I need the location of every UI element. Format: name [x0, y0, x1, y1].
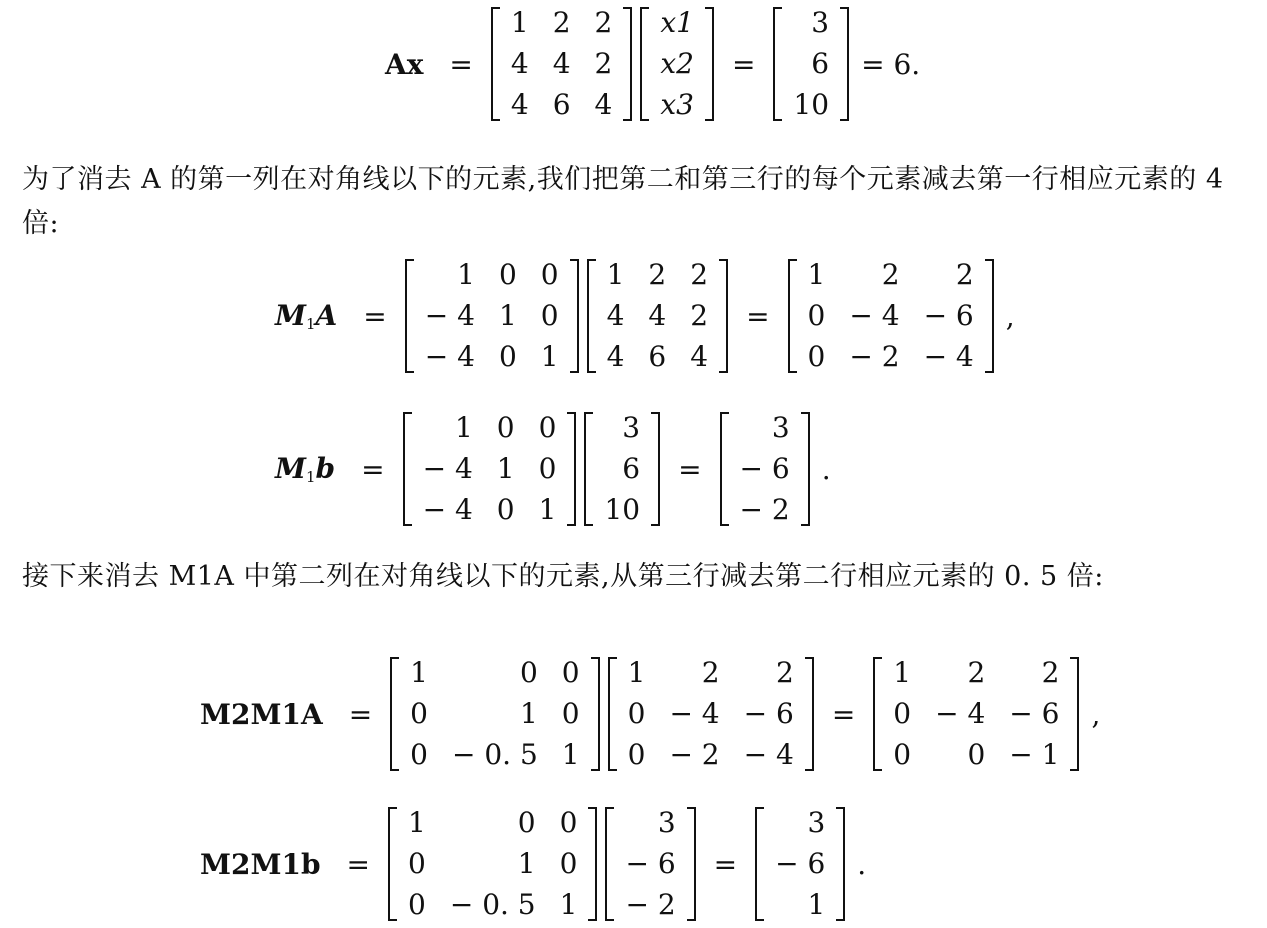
vector-cell: − 6	[739, 452, 790, 485]
matrix-cell: − 0. 5	[451, 738, 538, 771]
matrix-cell: − 4	[424, 340, 475, 373]
matrix-cell: 1	[496, 452, 515, 485]
equals-sign: =	[678, 452, 702, 486]
equation-ax	[385, 0, 920, 128]
equation-lhs: M2M1b	[200, 847, 321, 881]
matrix-cell: 4	[648, 299, 667, 332]
equals-sign: =	[449, 47, 473, 81]
matrix-cell: 1	[807, 258, 826, 291]
matrix-cell: 1	[517, 847, 536, 880]
equation-m2m1a	[200, 650, 1100, 778]
vector-cell: 3	[622, 411, 641, 444]
matrix-result	[873, 657, 1079, 771]
matrix-cell: 0	[561, 656, 580, 689]
matrix-cell: 2	[701, 656, 720, 689]
vector-cell: 1	[807, 888, 826, 921]
equals-sign: =	[831, 697, 856, 731]
matrix-cell: 0	[967, 738, 986, 771]
matrix-cell: 0	[496, 411, 515, 444]
matrix-cell: 0	[807, 340, 826, 373]
equals-sign: =	[746, 299, 770, 333]
matrix-cell: − 2	[669, 738, 720, 771]
matrix-m2	[390, 657, 599, 771]
matrix-cell: 1	[510, 6, 529, 39]
matrix-cell: − 6	[923, 299, 974, 332]
matrix-cell: − 4	[935, 697, 986, 730]
matrix-cell: − 6	[743, 697, 794, 730]
matrix-cell: 0	[496, 493, 515, 526]
matrix-cell: − 0. 5	[449, 888, 536, 921]
equation-m2m1b	[200, 800, 866, 928]
equation-lhs: $M_1b$	[275, 452, 336, 486]
equation-m1a	[275, 252, 1015, 380]
matrix-cell: 4	[690, 340, 709, 373]
equals-sign: =	[348, 697, 373, 731]
equals-sign: =	[346, 847, 370, 881]
matrix-cell: 2	[690, 258, 709, 291]
vector-cell: 3	[811, 6, 830, 39]
matrix-cell: 1	[498, 299, 517, 332]
vector-cell: x3	[660, 88, 694, 121]
matrix-cell: 0	[517, 806, 536, 839]
matrix-cell: 0	[498, 340, 517, 373]
matrix-cell: 1	[410, 656, 428, 689]
vector-b	[773, 7, 849, 121]
matrix-cell: 0	[410, 697, 428, 730]
equation-lhs: Ax	[385, 47, 424, 81]
equals-sign: =	[713, 847, 738, 881]
matrix-cell: 1	[540, 340, 559, 373]
matrix-cell: 2	[967, 656, 986, 689]
matrix-cell: 4	[510, 88, 529, 121]
matrix-m1	[405, 259, 579, 373]
matrix-cell: − 4	[422, 493, 473, 526]
matrix-cell: 2	[1041, 656, 1060, 689]
vector-cell: − 6	[775, 847, 826, 880]
matrix-cell: 2	[594, 47, 613, 80]
matrix-cell: 2	[552, 6, 571, 39]
equation-m1b	[275, 405, 831, 533]
vector-result	[755, 807, 845, 921]
vector-cell: 6	[622, 452, 641, 485]
equals-sign: =	[731, 47, 756, 81]
matrix-cell: 0	[540, 258, 559, 291]
equation-trailing: .	[821, 452, 831, 486]
matrix-cell: 0	[807, 299, 826, 332]
matrix-result	[788, 259, 994, 373]
equation-trailing: ,	[1091, 697, 1101, 731]
vector-cell: 3	[807, 806, 826, 839]
matrix-cell: − 4	[669, 697, 720, 730]
vector-cell: 6	[811, 47, 830, 80]
matrix-cell: 2	[648, 258, 667, 291]
paragraph-2: 接下来消去 M1A 中第二列在对角线以下的元素,从第三行减去第二行相应元素的 0. 5 倍:	[22, 561, 1104, 592]
vector-x	[640, 7, 714, 121]
equation-lhs: $M_1A$	[275, 299, 338, 333]
matrix-cell: 0	[561, 697, 580, 730]
matrix-cell: 0	[893, 697, 912, 730]
matrix-a	[491, 7, 632, 121]
matrix-cell: 4	[606, 299, 625, 332]
vector-b	[584, 412, 660, 526]
matrix-cell: 1	[519, 697, 538, 730]
matrix-cell: 0	[410, 738, 428, 771]
matrix-cell: 0	[538, 411, 557, 444]
paragraph-1: 为了消去 A 的第一列在对角线以下的元素,我们把第二和第三行的每个元素减去第一行相应元素的 4 倍:	[22, 164, 1224, 239]
matrix-m2	[388, 807, 597, 921]
vector-cell: 3	[771, 411, 790, 444]
matrix-cell: 4	[594, 88, 613, 121]
matrix-cell: 2	[775, 656, 794, 689]
matrix-cell: 2	[594, 6, 613, 39]
matrix-cell: 1	[454, 411, 473, 444]
matrix-cell: − 4	[743, 738, 794, 771]
matrix-cell: 1	[893, 656, 912, 689]
matrix-cell: 1	[408, 806, 426, 839]
matrix-cell: 2	[955, 258, 974, 291]
vector-cell: − 2	[739, 493, 790, 526]
matrix-cell: 0	[538, 452, 557, 485]
matrix-cell: 0	[540, 299, 559, 332]
vector-cell: 10	[793, 88, 830, 121]
matrix-cell: 1	[606, 258, 625, 291]
matrix-cell: − 1	[1009, 738, 1060, 771]
equals-sign: =	[363, 299, 387, 333]
vector-cell: x2	[660, 47, 694, 80]
equation-trailing: = 6.	[861, 47, 921, 81]
matrix-cell: − 4	[923, 340, 974, 373]
matrix-cell: 4	[606, 340, 625, 373]
equals-sign: =	[361, 452, 385, 486]
matrix-cell: 0	[559, 806, 578, 839]
matrix-cell: 0	[498, 258, 517, 291]
matrix-cell: − 6	[1009, 697, 1060, 730]
matrix-cell: − 4	[849, 299, 900, 332]
matrix-cell: 1	[627, 656, 646, 689]
matrix-cell: 2	[881, 258, 900, 291]
matrix-a	[587, 259, 728, 373]
vector-cell: − 6	[625, 847, 676, 880]
matrix-cell: 0	[408, 847, 426, 880]
vector-cell: − 2	[625, 888, 676, 921]
equation-trailing: .	[857, 847, 867, 881]
matrix-cell: 4	[552, 47, 571, 80]
matrix-cell: 2	[690, 299, 709, 332]
matrix-cell: 1	[561, 738, 580, 771]
vector-cell: 10	[604, 493, 641, 526]
matrix-cell: 1	[457, 258, 475, 291]
matrix-cell: 0	[627, 697, 646, 730]
vector-m1b	[605, 807, 695, 921]
vector-cell: 3	[657, 806, 676, 839]
matrix-cell: 6	[648, 340, 667, 373]
matrix-cell: 4	[510, 47, 529, 80]
vector-result	[720, 412, 810, 526]
matrix-cell: 0	[408, 888, 426, 921]
matrix-cell: 1	[538, 493, 557, 526]
matrix-cell: 6	[552, 88, 571, 121]
matrix-m1	[403, 412, 577, 526]
matrix-cell: 1	[559, 888, 578, 921]
matrix-cell: 0	[627, 738, 646, 771]
matrix-cell: − 4	[424, 299, 475, 332]
equation-trailing: ,	[1005, 299, 1015, 333]
matrix-cell: − 4	[422, 452, 473, 485]
matrix-cell: 0	[559, 847, 578, 880]
matrix-cell: 0	[893, 738, 912, 771]
matrix-cell: − 2	[849, 340, 900, 373]
matrix-cell: 0	[519, 656, 538, 689]
vector-cell: x1	[660, 6, 694, 39]
equation-lhs: M2M1A	[200, 697, 323, 731]
matrix-m1a	[608, 657, 814, 771]
